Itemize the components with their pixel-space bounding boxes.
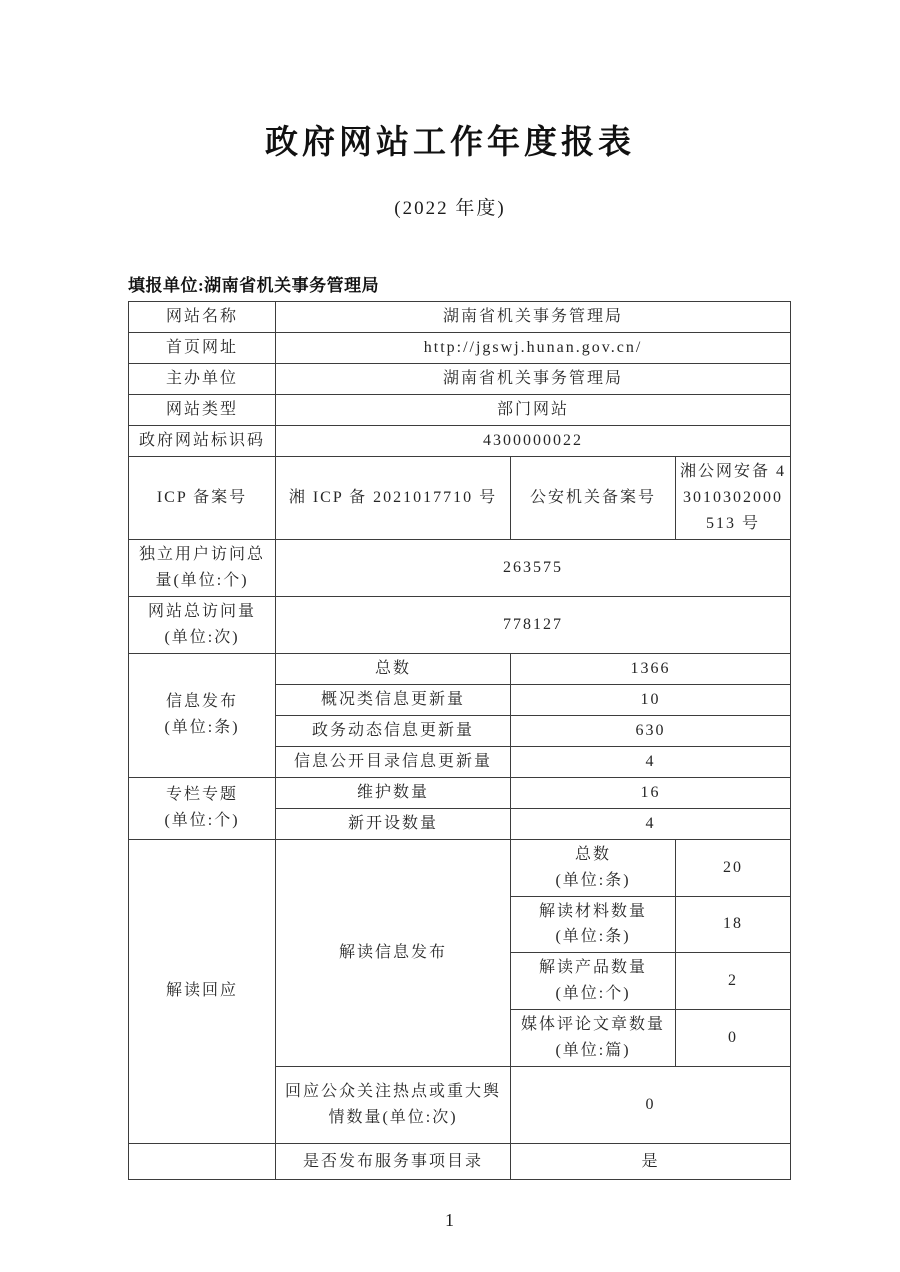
special-new-label: 新开设数量 xyxy=(276,808,511,839)
special-maintained-value: 16 xyxy=(511,777,791,808)
info-publish-unit: (单位:条) xyxy=(164,719,240,737)
interpret-total-label: 总数 xyxy=(574,845,611,863)
interpret-total-label-cell xyxy=(511,839,676,896)
table-row-homepage-url xyxy=(129,333,791,364)
police-filing-value: 湘公网安备 43010302000513 号 xyxy=(676,457,791,540)
homepage-url-value: http://jgswj.hunan.gov.cn/ xyxy=(276,333,791,364)
hotspot-value: 0 xyxy=(511,1066,791,1143)
interpret-materials-value: 18 xyxy=(676,896,791,953)
info-publish-dynamics-value: 630 xyxy=(511,715,791,746)
police-filing-label: 公安机关备案号 xyxy=(511,457,676,540)
table-row-service-directory xyxy=(129,1143,791,1179)
interpretation-section-label: 解读回应 xyxy=(129,839,276,1143)
info-publish-label: 信息发布 xyxy=(165,693,238,711)
service-directory-label: 是否发布服务事项目录 xyxy=(276,1143,511,1179)
site-type-label: 网站类型 xyxy=(129,395,276,426)
interpret-products-value: 2 xyxy=(676,953,791,1010)
info-publish-dynamics-label: 政务动态信息更新量 xyxy=(276,715,511,746)
table-row-site-type xyxy=(129,395,791,426)
interpret-materials-label-cell xyxy=(511,896,676,953)
interpret-materials-label: 解读材料数量 xyxy=(538,902,647,920)
info-publish-overview-label: 概况类信息更新量 xyxy=(276,684,511,715)
interpret-materials-unit: (单位:条) xyxy=(555,928,631,946)
table-row-total-visits xyxy=(129,596,791,653)
info-publish-total-value: 1366 xyxy=(511,653,791,684)
icp-label: ICP 备案号 xyxy=(129,457,276,540)
unique-visitors-label: 独立用户访问总量(单位:个) xyxy=(129,539,276,596)
empty-section-cell xyxy=(129,1143,276,1179)
info-publish-section-label xyxy=(129,653,276,777)
interpret-media-unit: (单位:篇) xyxy=(555,1042,631,1060)
table-row-interpret-total xyxy=(129,839,791,896)
site-code-value: 4300000022 xyxy=(276,426,791,457)
table-row-unique-visitors xyxy=(129,539,791,596)
table-row-icp xyxy=(129,457,791,540)
interpret-products-label: 解读产品数量 xyxy=(538,959,647,977)
table-row-sponsor xyxy=(129,364,791,395)
info-publish-overview-value: 10 xyxy=(511,684,791,715)
icp-value: 湘 ICP 备 2021017710 号 xyxy=(276,457,511,540)
homepage-url-label: 首页网址 xyxy=(129,333,276,364)
page-number: 1 xyxy=(445,1209,455,1230)
interpret-media-value: 0 xyxy=(676,1010,791,1067)
table-row-site-code xyxy=(129,426,791,457)
site-name-value: 湖南省机关事务管理局 xyxy=(276,302,791,333)
page-title: 政府网站工作年度报表 xyxy=(265,123,635,160)
special-maintained-label: 维护数量 xyxy=(276,777,511,808)
page-subtitle: (2022 年度) xyxy=(394,198,506,219)
interpret-products-label-cell xyxy=(511,953,676,1010)
interpret-media-label-cell xyxy=(511,1010,676,1067)
info-publish-directory-value: 4 xyxy=(511,746,791,777)
interpret-products-unit: (单位:个) xyxy=(555,985,631,1003)
sponsor-value: 湖南省机关事务管理局 xyxy=(276,364,791,395)
sponsor-label: 主办单位 xyxy=(129,364,276,395)
special-columns-section-label xyxy=(129,777,276,839)
info-publish-total-label: 总数 xyxy=(276,653,511,684)
interpret-total-value: 20 xyxy=(676,839,791,896)
interpret-media-label: 媒体评论文章数量 xyxy=(520,1016,665,1034)
table-row-site-name xyxy=(129,302,791,333)
hotspot-label: 回应公众关注热点或重大舆情数量(单位:次) xyxy=(276,1066,511,1143)
table-row-special-maintained xyxy=(129,777,791,808)
site-name-label: 网站名称 xyxy=(129,302,276,333)
interpretation-publish-label: 解读信息发布 xyxy=(276,839,511,1066)
table-row-info-publish-total xyxy=(129,653,791,684)
site-type-value: 部门网站 xyxy=(276,395,791,426)
special-columns-label: 专栏专题 xyxy=(165,786,238,804)
info-publish-directory-label: 信息公开目录信息更新量 xyxy=(276,746,511,777)
unique-visitors-value: 263575 xyxy=(276,539,791,596)
total-visits-label: 网站总访问量 (单位:次) xyxy=(129,596,276,653)
special-columns-unit: (单位:个) xyxy=(164,812,240,830)
reporting-unit-label: 填报单位:湖南省机关事务管理局 xyxy=(128,276,380,295)
site-code-label: 政府网站标识码 xyxy=(129,426,276,457)
special-new-value: 4 xyxy=(511,808,791,839)
annual-report-table xyxy=(128,301,791,1180)
total-visits-value: 778127 xyxy=(276,596,791,653)
interpret-total-unit: (单位:条) xyxy=(555,871,631,889)
service-directory-value: 是 xyxy=(511,1143,791,1179)
